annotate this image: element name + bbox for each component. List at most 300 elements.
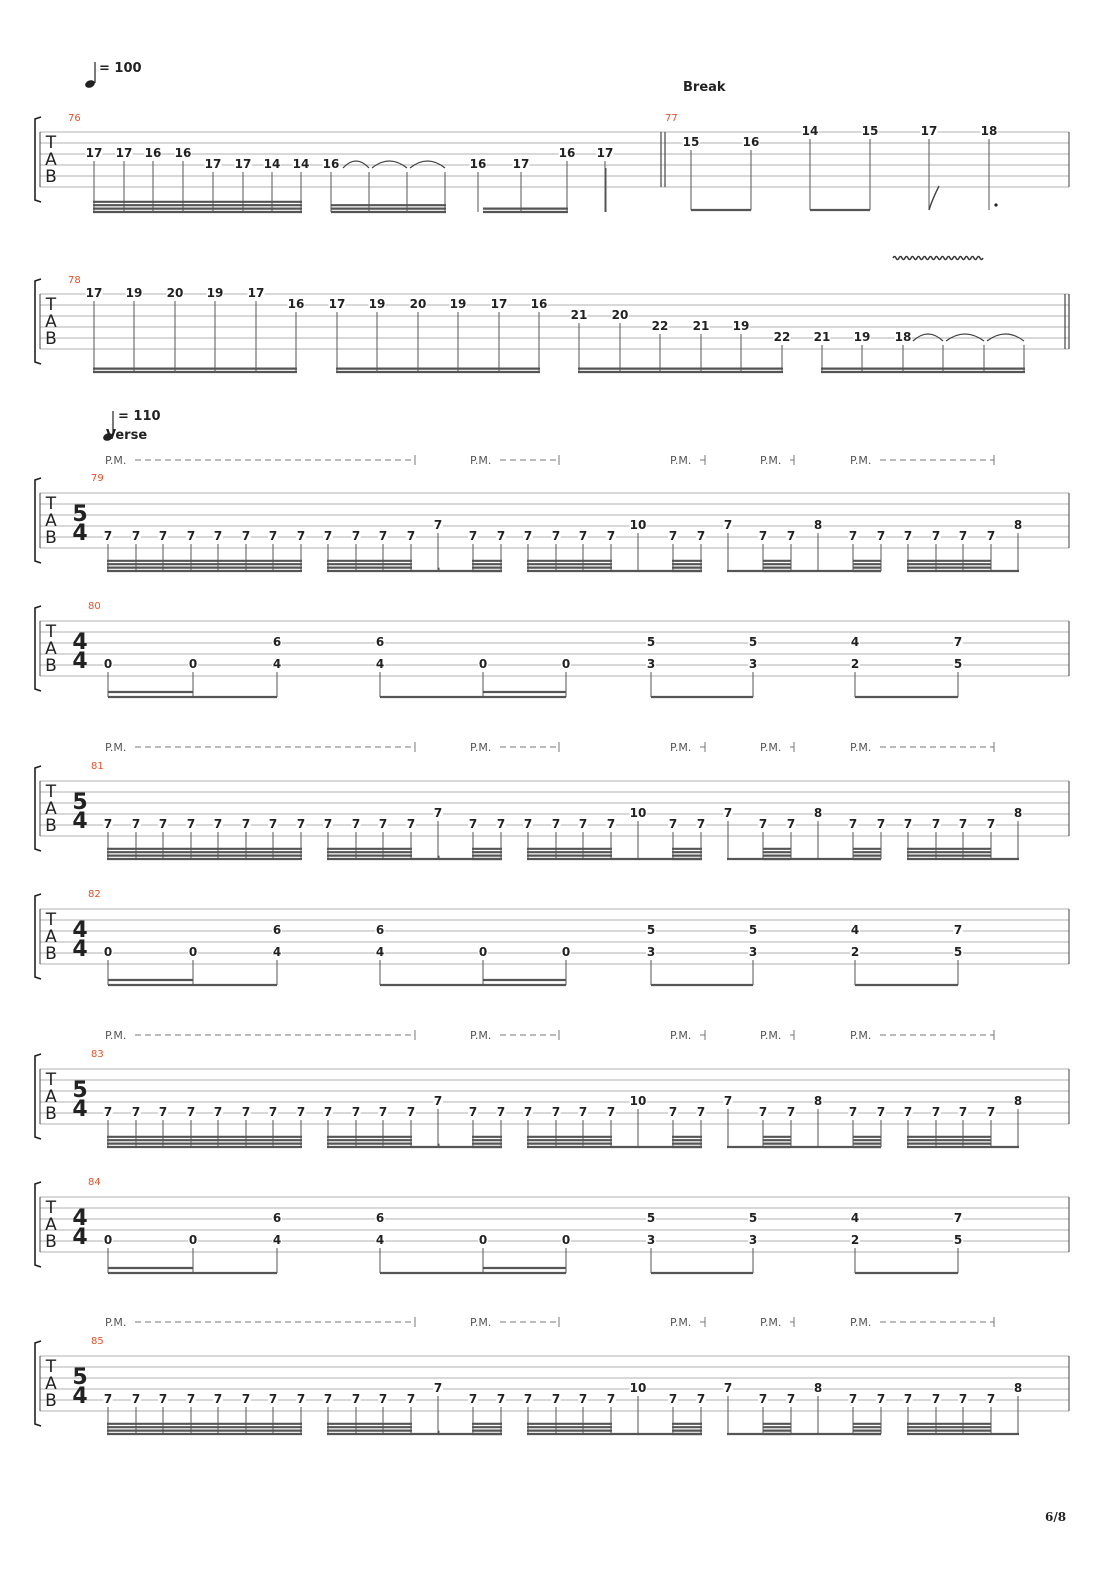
fret-number: 7 bbox=[696, 1105, 706, 1119]
fret-number: 7 bbox=[268, 1105, 278, 1119]
fret-number: 7 bbox=[323, 529, 333, 543]
fret-number: 10 bbox=[629, 1094, 647, 1108]
fret-number: 16 bbox=[174, 146, 192, 160]
fret-number: 7 bbox=[433, 1381, 443, 1395]
fret-number: 7 bbox=[523, 529, 533, 543]
fret-number: 7 bbox=[351, 1392, 361, 1406]
fret-number: 5 bbox=[646, 1211, 656, 1225]
fret-number: 7 bbox=[758, 529, 768, 543]
fret-number: 0 bbox=[478, 1233, 488, 1247]
fret-number: 0 bbox=[188, 1233, 198, 1247]
fret-number: 16 bbox=[530, 297, 548, 311]
tab-clef-a: A bbox=[45, 150, 57, 170]
fret-number: 7 bbox=[523, 817, 533, 831]
fret-number: 7 bbox=[986, 1392, 996, 1406]
fret-number: 7 bbox=[903, 1105, 913, 1119]
fret-number: 0 bbox=[561, 657, 571, 671]
fret-number: 7 bbox=[786, 529, 796, 543]
fret-number: 3 bbox=[646, 657, 656, 671]
fret-number: 4 bbox=[272, 945, 282, 959]
fret-number: 7 bbox=[786, 1392, 796, 1406]
tab-clef-b: B bbox=[45, 656, 57, 676]
fret-number: 7 bbox=[103, 817, 113, 831]
tie-arc bbox=[913, 334, 943, 341]
tab-clef-t: T bbox=[45, 622, 57, 642]
fret-number: 10 bbox=[629, 806, 647, 820]
fret-number: 21 bbox=[570, 308, 588, 322]
page-number: 6/8 bbox=[1045, 1510, 1067, 1524]
fret-number: 7 bbox=[931, 1105, 941, 1119]
fret-number: 7 bbox=[378, 1392, 388, 1406]
fret-number: 7 bbox=[131, 1105, 141, 1119]
fret-number: 19 bbox=[206, 286, 224, 300]
palm-mute-label: P.M. bbox=[105, 1316, 127, 1329]
fret-number: 14 bbox=[292, 157, 310, 171]
fret-number: 3 bbox=[748, 945, 758, 959]
tab-clef-a: A bbox=[45, 1374, 57, 1394]
fret-number: 18 bbox=[980, 124, 998, 138]
fret-number: 7 bbox=[848, 529, 858, 543]
fret-number: 7 bbox=[433, 518, 443, 532]
tie-arc bbox=[946, 334, 984, 341]
fret-number: 7 bbox=[723, 518, 733, 532]
fret-number: 4 bbox=[375, 657, 385, 671]
fret-number: 7 bbox=[848, 1105, 858, 1119]
fret-number: 7 bbox=[103, 1105, 113, 1119]
measure-number: 82 bbox=[88, 889, 101, 900]
tab-clef-a: A bbox=[45, 312, 57, 332]
palm-mute-label: P.M. bbox=[105, 1029, 127, 1042]
fret-number: 7 bbox=[551, 1392, 561, 1406]
fret-number: 7 bbox=[351, 1105, 361, 1119]
measure-number: 80 bbox=[88, 601, 101, 612]
fret-number: 5 bbox=[748, 1211, 758, 1225]
fret-number: 17 bbox=[85, 286, 103, 300]
fret-number: 7 bbox=[378, 1105, 388, 1119]
fret-number: 2 bbox=[850, 657, 860, 671]
fret-number: 7 bbox=[131, 1392, 141, 1406]
fret-number: 18 bbox=[894, 330, 912, 344]
fret-number: 3 bbox=[646, 1233, 656, 1247]
fret-number: 5 bbox=[748, 635, 758, 649]
time-signature-denominator: 4 bbox=[72, 521, 88, 546]
palm-mute-label: P.M. bbox=[760, 454, 782, 467]
fret-number: 7 bbox=[606, 529, 616, 543]
fret-number: 7 bbox=[241, 817, 251, 831]
fret-number: 14 bbox=[263, 157, 281, 171]
fret-number: 19 bbox=[125, 286, 143, 300]
fret-number: 8 bbox=[1013, 1381, 1023, 1395]
fret-number: 4 bbox=[272, 1233, 282, 1247]
fret-number: 7 bbox=[953, 635, 963, 649]
fret-number: 7 bbox=[696, 529, 706, 543]
fret-number: 7 bbox=[158, 1392, 168, 1406]
fret-number: 0 bbox=[561, 945, 571, 959]
palm-mute-label: P.M. bbox=[850, 1029, 872, 1042]
fret-number: 7 bbox=[668, 817, 678, 831]
fret-number: 7 bbox=[323, 1392, 333, 1406]
fret-number: 5 bbox=[953, 1233, 963, 1247]
fret-number: 7 bbox=[986, 1105, 996, 1119]
time-signature-numerator: 5 bbox=[72, 502, 88, 527]
fret-number: 7 bbox=[848, 817, 858, 831]
fret-number: 4 bbox=[375, 945, 385, 959]
palm-mute-label: P.M. bbox=[850, 741, 872, 754]
dot bbox=[994, 203, 997, 206]
tab-clef-b: B bbox=[45, 528, 57, 548]
fret-number: 5 bbox=[646, 923, 656, 937]
measure-number: 84 bbox=[88, 1177, 101, 1188]
measure-number: 83 bbox=[91, 1049, 104, 1060]
palm-mute-label: P.M. bbox=[670, 1029, 692, 1042]
fret-number: 7 bbox=[406, 529, 416, 543]
quarter-note-icon bbox=[84, 79, 96, 89]
fret-number: 2 bbox=[850, 945, 860, 959]
fret-number: 7 bbox=[103, 1392, 113, 1406]
fret-number: 7 bbox=[876, 1392, 886, 1406]
measure-number: 78 bbox=[68, 275, 81, 286]
fret-number: 20 bbox=[611, 308, 629, 322]
fret-number: 3 bbox=[748, 1233, 758, 1247]
fret-number: 7 bbox=[876, 1105, 886, 1119]
fret-number: 7 bbox=[931, 529, 941, 543]
fret-number: 7 bbox=[468, 529, 478, 543]
fret-number: 7 bbox=[551, 1105, 561, 1119]
fret-number: 16 bbox=[742, 135, 760, 149]
fret-number: 0 bbox=[103, 945, 113, 959]
fret-number: 7 bbox=[953, 923, 963, 937]
fret-number: 21 bbox=[692, 319, 710, 333]
tab-clef-a: A bbox=[45, 799, 57, 819]
vibrato-wavy-line bbox=[893, 257, 983, 260]
fret-number: 7 bbox=[758, 1105, 768, 1119]
palm-mute-label: P.M. bbox=[850, 454, 872, 467]
fret-number: 7 bbox=[496, 817, 506, 831]
palm-mute-label: P.M. bbox=[760, 1316, 782, 1329]
fret-number: 7 bbox=[468, 1392, 478, 1406]
fret-number: 7 bbox=[696, 817, 706, 831]
time-signature-numerator: 4 bbox=[72, 918, 88, 943]
fret-number: 7 bbox=[931, 1392, 941, 1406]
fret-number: 7 bbox=[958, 529, 968, 543]
fret-number: 7 bbox=[496, 529, 506, 543]
fret-number: 7 bbox=[758, 817, 768, 831]
section-label-verse: Verse bbox=[106, 428, 148, 443]
fret-number: 8 bbox=[1013, 518, 1023, 532]
fret-number: 7 bbox=[268, 529, 278, 543]
tab-clef-b: B bbox=[45, 1232, 57, 1252]
fret-number: 4 bbox=[375, 1233, 385, 1247]
fret-number: 8 bbox=[1013, 1094, 1023, 1108]
fret-number: 7 bbox=[958, 817, 968, 831]
fret-number: 4 bbox=[272, 657, 282, 671]
fret-number: 7 bbox=[406, 1105, 416, 1119]
fret-number: 7 bbox=[296, 817, 306, 831]
fret-number: 7 bbox=[903, 817, 913, 831]
fret-number: 7 bbox=[241, 1392, 251, 1406]
fret-number: 7 bbox=[578, 817, 588, 831]
fret-number: 0 bbox=[478, 945, 488, 959]
fret-number: 17 bbox=[247, 286, 265, 300]
fret-number: 7 bbox=[433, 806, 443, 820]
fret-number: 10 bbox=[629, 518, 647, 532]
fret-number: 7 bbox=[406, 1392, 416, 1406]
fret-number: 7 bbox=[903, 529, 913, 543]
fret-number: 7 bbox=[986, 529, 996, 543]
fret-number: 17 bbox=[920, 124, 938, 138]
tab-clef-t: T bbox=[45, 1198, 57, 1218]
fret-number: 4 bbox=[850, 923, 860, 937]
fret-number: 17 bbox=[512, 157, 530, 171]
fret-number: 7 bbox=[523, 1392, 533, 1406]
tab-clef-b: B bbox=[45, 1104, 57, 1124]
measure-number: 81 bbox=[91, 761, 104, 772]
fret-number: 0 bbox=[103, 1233, 113, 1247]
fret-number: 7 bbox=[523, 1105, 533, 1119]
tab-clef-b: B bbox=[45, 816, 57, 836]
tab-clef-a: A bbox=[45, 511, 57, 531]
palm-mute-label: P.M. bbox=[760, 741, 782, 754]
fret-number: 17 bbox=[328, 297, 346, 311]
measure-number: 85 bbox=[91, 1336, 104, 1347]
fret-number: 20 bbox=[409, 297, 427, 311]
fret-number: 7 bbox=[606, 817, 616, 831]
palm-mute-label: P.M. bbox=[470, 1316, 492, 1329]
fret-number: 0 bbox=[188, 945, 198, 959]
fret-number: 17 bbox=[204, 157, 222, 171]
fret-number: 3 bbox=[748, 657, 758, 671]
fret-number: 16 bbox=[469, 157, 487, 171]
fret-number: 7 bbox=[268, 817, 278, 831]
tab-clef-a: A bbox=[45, 639, 57, 659]
measure-number: 76 bbox=[68, 113, 81, 124]
fret-number: 7 bbox=[351, 817, 361, 831]
fret-number: 7 bbox=[296, 1105, 306, 1119]
time-signature-numerator: 5 bbox=[72, 1365, 88, 1390]
fret-number: 16 bbox=[144, 146, 162, 160]
fret-number: 17 bbox=[234, 157, 252, 171]
section-label-break: Break bbox=[683, 80, 726, 95]
tab-clef-a: A bbox=[45, 1215, 57, 1235]
fret-number: 17 bbox=[490, 297, 508, 311]
fret-number: 7 bbox=[958, 1105, 968, 1119]
fret-number: 6 bbox=[375, 1211, 385, 1225]
fret-number: 7 bbox=[103, 529, 113, 543]
fret-number: 8 bbox=[813, 1094, 823, 1108]
fret-number: 7 bbox=[296, 529, 306, 543]
fret-number: 7 bbox=[433, 1094, 443, 1108]
fret-number: 7 bbox=[323, 1105, 333, 1119]
fret-number: 7 bbox=[468, 1105, 478, 1119]
measure-number: 79 bbox=[91, 473, 104, 484]
fret-number: 7 bbox=[786, 817, 796, 831]
fret-number: 8 bbox=[813, 806, 823, 820]
palm-mute-label: P.M. bbox=[760, 1029, 782, 1042]
fret-number: 7 bbox=[186, 1105, 196, 1119]
fret-number: 7 bbox=[378, 529, 388, 543]
tab-clef-t: T bbox=[45, 910, 57, 930]
tab-clef-b: B bbox=[45, 329, 57, 349]
fret-number: 7 bbox=[241, 529, 251, 543]
fret-number: 6 bbox=[272, 635, 282, 649]
tab-clef-t: T bbox=[45, 494, 57, 514]
tab-clef-t: T bbox=[45, 1357, 57, 1377]
fret-number: 5 bbox=[748, 923, 758, 937]
tempo-marking-110: = 110 bbox=[118, 409, 161, 424]
fret-number: 19 bbox=[853, 330, 871, 344]
fret-number: 7 bbox=[931, 817, 941, 831]
fret-number: 7 bbox=[241, 1105, 251, 1119]
tab-clef-a: A bbox=[45, 927, 57, 947]
eighth-flag bbox=[929, 186, 939, 210]
fret-number: 4 bbox=[850, 1211, 860, 1225]
fret-number: 7 bbox=[723, 1381, 733, 1395]
fret-number: 7 bbox=[848, 1392, 858, 1406]
tab-clef-b: B bbox=[45, 167, 57, 187]
fret-number: 17 bbox=[85, 146, 103, 160]
tempo-marking-100: = 100 bbox=[99, 61, 142, 76]
fret-number: 7 bbox=[786, 1105, 796, 1119]
palm-mute-label: P.M. bbox=[850, 1316, 872, 1329]
measure-number: 77 bbox=[665, 113, 678, 124]
tab-clef-t: T bbox=[45, 133, 57, 153]
fret-number: 7 bbox=[953, 1211, 963, 1225]
fret-number: 7 bbox=[668, 529, 678, 543]
fret-number: 7 bbox=[406, 817, 416, 831]
fret-number: 7 bbox=[723, 806, 733, 820]
tab-clef-t: T bbox=[45, 295, 57, 315]
fret-number: 7 bbox=[876, 529, 886, 543]
fret-number: 7 bbox=[668, 1105, 678, 1119]
fret-number: 3 bbox=[646, 945, 656, 959]
fret-number: 7 bbox=[186, 529, 196, 543]
fret-number: 7 bbox=[323, 817, 333, 831]
tab-clef-b: B bbox=[45, 1391, 57, 1411]
palm-mute-label: P.M. bbox=[470, 741, 492, 754]
fret-number: 6 bbox=[375, 923, 385, 937]
tab-clef-t: T bbox=[45, 782, 57, 802]
fret-number: 7 bbox=[213, 1105, 223, 1119]
time-signature-denominator: 4 bbox=[72, 1384, 88, 1409]
fret-number: 7 bbox=[986, 817, 996, 831]
palm-mute-label: P.M. bbox=[105, 741, 127, 754]
fret-number: 6 bbox=[272, 923, 282, 937]
tab-clef-b: B bbox=[45, 944, 57, 964]
fret-number: 7 bbox=[158, 529, 168, 543]
time-signature-numerator: 4 bbox=[72, 1206, 88, 1231]
fret-number: 7 bbox=[296, 1392, 306, 1406]
fret-number: 21 bbox=[813, 330, 831, 344]
fret-number: 16 bbox=[558, 146, 576, 160]
fret-number: 0 bbox=[561, 1233, 571, 1247]
fret-number: 7 bbox=[876, 817, 886, 831]
fret-number: 7 bbox=[158, 1105, 168, 1119]
fret-number: 6 bbox=[272, 1211, 282, 1225]
time-signature-denominator: 4 bbox=[72, 1097, 88, 1122]
fret-number: 8 bbox=[1013, 806, 1023, 820]
tie-arc bbox=[372, 161, 407, 168]
time-signature-denominator: 4 bbox=[72, 937, 88, 962]
fret-number: 6 bbox=[375, 635, 385, 649]
time-signature-denominator: 4 bbox=[72, 649, 88, 674]
fret-number: 7 bbox=[268, 1392, 278, 1406]
fret-number: 17 bbox=[115, 146, 133, 160]
fret-number: 7 bbox=[696, 1392, 706, 1406]
fret-number: 20 bbox=[166, 286, 184, 300]
fret-number: 7 bbox=[578, 1392, 588, 1406]
fret-number: 7 bbox=[131, 817, 141, 831]
fret-number: 7 bbox=[903, 1392, 913, 1406]
fret-number: 2 bbox=[850, 1233, 860, 1247]
fret-number: 19 bbox=[449, 297, 467, 311]
tab-clef-t: T bbox=[45, 1070, 57, 1090]
fret-number: 5 bbox=[953, 945, 963, 959]
fret-number: 4 bbox=[850, 635, 860, 649]
fret-number: 7 bbox=[606, 1105, 616, 1119]
fret-number: 0 bbox=[478, 657, 488, 671]
fret-number: 7 bbox=[131, 529, 141, 543]
time-signature-numerator: 5 bbox=[72, 790, 88, 815]
fret-number: 7 bbox=[551, 529, 561, 543]
tie-arc bbox=[410, 161, 445, 168]
fret-number: 7 bbox=[213, 817, 223, 831]
fret-number: 15 bbox=[682, 135, 700, 149]
time-signature-denominator: 4 bbox=[72, 809, 88, 834]
fret-number: 7 bbox=[578, 1105, 588, 1119]
fret-number: 7 bbox=[723, 1094, 733, 1108]
tie-arc bbox=[987, 334, 1024, 341]
palm-mute-label: P.M. bbox=[470, 454, 492, 467]
fret-number: 7 bbox=[468, 817, 478, 831]
fret-number: 7 bbox=[551, 817, 561, 831]
fret-number: 19 bbox=[368, 297, 386, 311]
palm-mute-label: P.M. bbox=[670, 741, 692, 754]
tie-arc bbox=[343, 161, 369, 168]
time-signature-numerator: 4 bbox=[72, 630, 88, 655]
fret-number: 7 bbox=[958, 1392, 968, 1406]
fret-number: 8 bbox=[813, 518, 823, 532]
palm-mute-label: P.M. bbox=[670, 454, 692, 467]
fret-number: 7 bbox=[496, 1392, 506, 1406]
fret-number: 0 bbox=[103, 657, 113, 671]
fret-number: 7 bbox=[606, 1392, 616, 1406]
fret-number: 7 bbox=[186, 817, 196, 831]
palm-mute-label: P.M. bbox=[670, 1316, 692, 1329]
fret-number: 7 bbox=[668, 1392, 678, 1406]
fret-number: 7 bbox=[758, 1392, 768, 1406]
fret-number: 8 bbox=[813, 1381, 823, 1395]
time-signature-denominator: 4 bbox=[72, 1225, 88, 1250]
fret-number: 17 bbox=[596, 146, 614, 160]
fret-number: 7 bbox=[351, 529, 361, 543]
fret-number: 7 bbox=[186, 1392, 196, 1406]
fret-number: 7 bbox=[496, 1105, 506, 1119]
fret-number: 7 bbox=[378, 817, 388, 831]
fret-number: 7 bbox=[158, 817, 168, 831]
fret-number: 14 bbox=[801, 124, 819, 138]
fret-number: 10 bbox=[629, 1381, 647, 1395]
fret-number: 19 bbox=[732, 319, 750, 333]
palm-mute-label: P.M. bbox=[470, 1029, 492, 1042]
fret-number: 7 bbox=[578, 529, 588, 543]
fret-number: 7 bbox=[213, 529, 223, 543]
fret-number: 0 bbox=[188, 657, 198, 671]
palm-mute-label: P.M. bbox=[105, 454, 127, 467]
fret-number: 15 bbox=[861, 124, 879, 138]
tab-clef-a: A bbox=[45, 1087, 57, 1107]
time-signature-numerator: 5 bbox=[72, 1078, 88, 1103]
fret-number: 5 bbox=[953, 657, 963, 671]
